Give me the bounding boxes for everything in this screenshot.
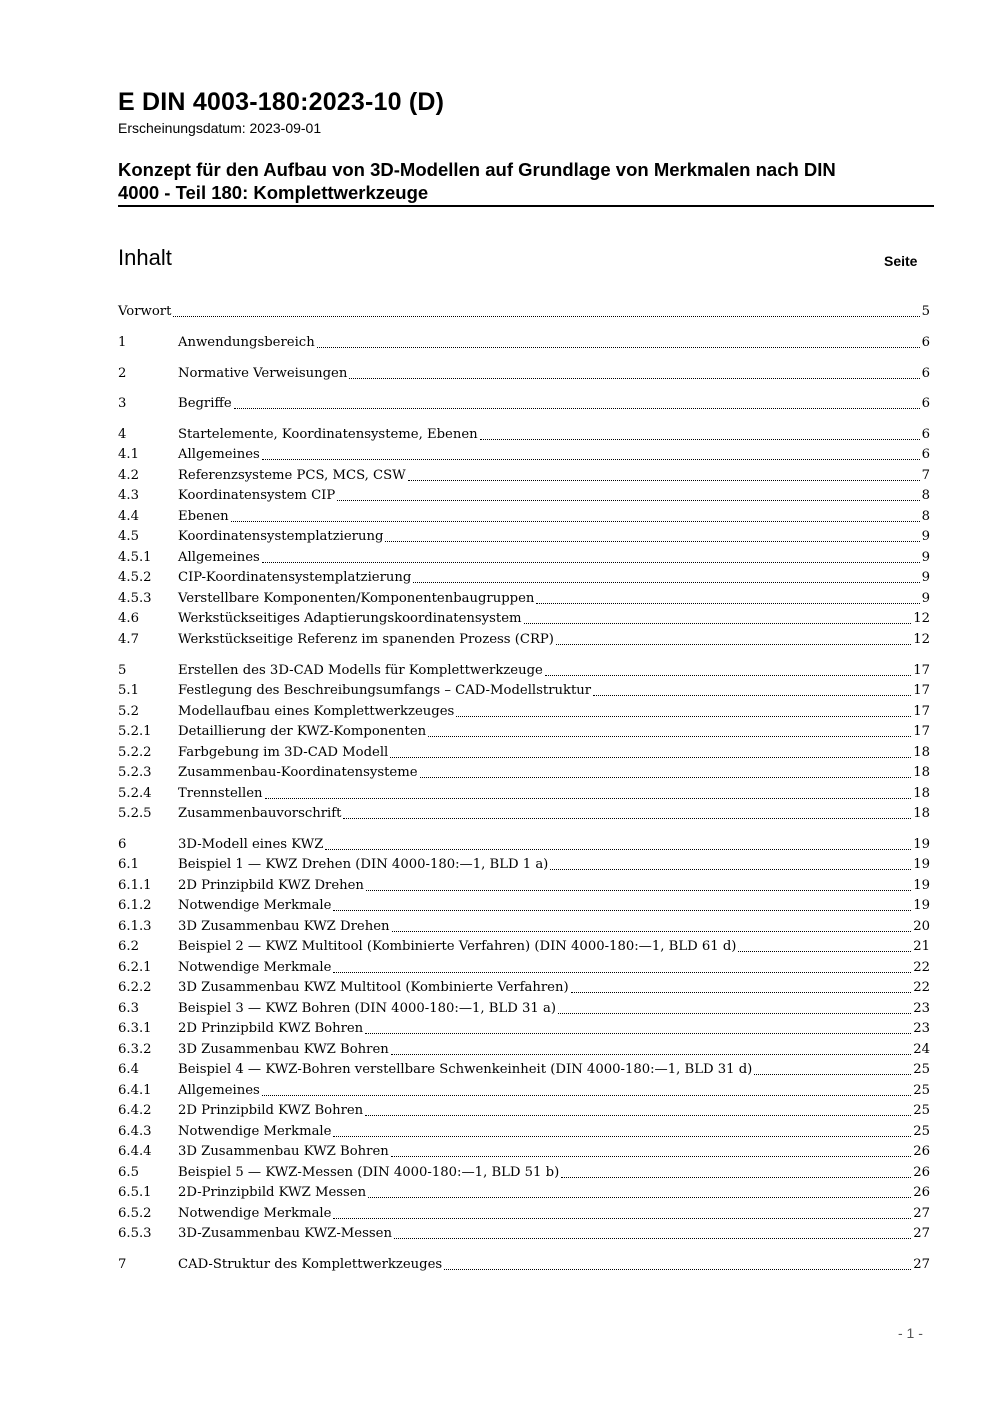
toc-entry-page: 6 — [921, 366, 930, 381]
toc-entry-title[interactable]: Festlegung des Beschreibungsumfangs – CAD-Modellstruktur — [178, 683, 592, 698]
toc-entry-title-wrap — [178, 1019, 930, 1039]
toc-dot-leader — [480, 425, 920, 440]
toc-entry-title[interactable]: 3D-Zusammenbau KWZ-Messen — [178, 1226, 392, 1241]
toc-entry-number: 6.5 — [118, 1165, 139, 1180]
toc-dot-leader — [262, 548, 920, 563]
toc-entry-number: 6.3.2 — [118, 1042, 152, 1057]
toc-entry-page: 6 — [921, 447, 930, 462]
toc-dot-leader — [428, 722, 911, 737]
toc-entry[interactable] — [118, 1183, 930, 1203]
toc-entry[interactable] — [118, 1204, 930, 1224]
toc-entry-page: 22 — [913, 960, 930, 975]
toc-entry[interactable] — [118, 1142, 930, 1162]
toc-entry-title-wrap — [178, 1204, 930, 1224]
toc-entry-number: 6.2.1 — [118, 960, 152, 975]
toc-entry-page: 19 — [913, 898, 930, 913]
toc-entry-title[interactable]: 3D Zusammenbau KWZ Multitool (Kombinierte Verfahren) — [178, 980, 569, 995]
toc-entry-title-wrap — [178, 1183, 930, 1203]
toc-entry-number: 4.3 — [118, 488, 139, 503]
toc-entry-page: 5 — [921, 304, 930, 319]
toc-entry-title-wrap — [178, 876, 930, 896]
toc-entry-title-wrap — [178, 804, 930, 824]
toc-entry[interactable] — [118, 302, 930, 322]
toc-entry-title[interactable]: Notwendige Merkmale — [178, 960, 332, 975]
toc-entry-title[interactable]: Normative Verweisungen — [178, 366, 348, 381]
toc-entry-number: 1 — [118, 335, 127, 350]
toc-entry-title[interactable]: Koordinatensystemplatzierung — [178, 529, 384, 544]
toc-entry-number: 4.5.1 — [118, 550, 152, 565]
toc-dot-leader — [444, 1255, 911, 1270]
toc-entry-title[interactable]: Notwendige Merkmale — [178, 898, 332, 913]
toc-entry-title[interactable]: Notwendige Merkmale — [178, 1206, 332, 1221]
toc-entry-number: 4.4 — [118, 509, 139, 524]
toc-entry-title-wrap — [178, 466, 930, 486]
toc-entry[interactable] — [118, 507, 930, 527]
toc-dot-leader — [368, 1183, 911, 1198]
toc-entry-title-wrap — [178, 784, 930, 804]
toc-entry[interactable] — [118, 763, 930, 783]
toc-entry-title[interactable]: Farbgebung im 3D-CAD Modell — [178, 745, 389, 760]
toc-entry-number: 6.1.1 — [118, 878, 152, 893]
toc-dot-leader — [558, 999, 911, 1014]
toc-entry-page: 17 — [913, 704, 930, 719]
toc-entry-number: 6.4.4 — [118, 1144, 152, 1159]
toc-dot-leader — [394, 1224, 911, 1239]
toc-entry-title[interactable]: Begriffe — [178, 396, 232, 411]
publication-date: Erscheinungsdatum: 2023-09-01 — [118, 120, 322, 136]
toc-entry-title-wrap — [178, 527, 930, 547]
toc-entry-title-wrap — [178, 589, 930, 609]
toc-entry-page: 26 — [913, 1185, 930, 1200]
toc-entry-title-wrap — [178, 1142, 930, 1162]
toc-entry-page: 25 — [913, 1103, 930, 1118]
toc-entry-title[interactable]: Erstellen des 3D-CAD Modells für Komplettwerkzeuge — [178, 663, 543, 678]
toc-entry[interactable] — [118, 527, 930, 547]
toc-entry[interactable] — [118, 722, 930, 742]
toc-entry-page: 17 — [913, 724, 930, 739]
toc-entry-page: 6 — [921, 335, 930, 350]
toc-entry-title[interactable]: Beispiel 1 — KWZ Drehen (DIN 4000-180:—1, BLD 1 a) — [178, 857, 549, 872]
toc-entry-title[interactable]: 3D-Modell eines KWZ — [178, 837, 324, 852]
toc-entry-title[interactable]: 3D Zusammenbau KWZ Bohren — [178, 1144, 389, 1159]
toc-dot-leader — [333, 1204, 911, 1219]
toc-dot-leader — [536, 589, 919, 604]
toc-entry-page: 25 — [913, 1083, 930, 1098]
toc-entry-title[interactable]: Notwendige Merkmale — [178, 1124, 332, 1139]
toc-entry-title-wrap — [178, 743, 930, 763]
toc-page-column-label: Seite — [884, 253, 918, 269]
toc-entry[interactable] — [118, 466, 930, 486]
toc-entry-page: 22 — [913, 980, 930, 995]
toc-entry-page: 27 — [913, 1226, 930, 1241]
toc-dot-leader — [545, 661, 911, 676]
toc-dot-leader — [413, 568, 919, 583]
toc-entry[interactable] — [118, 486, 930, 506]
toc-entry-title-wrap — [178, 1081, 930, 1101]
toc-entry-title-wrap — [178, 333, 930, 353]
toc-entry-number: 7 — [118, 1257, 127, 1272]
toc-entry-title-wrap — [178, 1163, 930, 1183]
toc-entry[interactable] — [118, 702, 930, 722]
toc-entry[interactable] — [118, 568, 930, 588]
toc-dot-leader — [391, 1142, 911, 1157]
toc-entry[interactable] — [118, 1101, 930, 1121]
toc-dot-leader — [349, 364, 919, 379]
toc-entry-title-wrap — [178, 722, 930, 742]
toc-entry-page: 7 — [921, 468, 930, 483]
toc-entry-title[interactable]: 2D-Prinzipbild KWZ Messen — [178, 1185, 367, 1200]
toc-entry-title-wrap — [178, 661, 930, 681]
toc-entry-number: 6.5.3 — [118, 1226, 152, 1241]
toc-dot-leader — [561, 1163, 911, 1178]
toc-entry-title-wrap — [178, 609, 930, 629]
toc-dot-leader — [343, 804, 911, 819]
toc-entry-number: 4.7 — [118, 632, 139, 647]
toc-entry-title[interactable]: 2D Prinzipbild KWZ Bohren — [178, 1103, 364, 1118]
toc-entry-page: 27 — [913, 1206, 930, 1221]
toc-dot-leader — [390, 743, 911, 758]
toc-entry-page: 8 — [921, 488, 930, 503]
toc-entry-title-wrap — [178, 1122, 930, 1142]
toc-entry-title[interactable]: Werkstückseitige Referenz im spanenden Prozess (CRP) — [178, 632, 554, 647]
toc-entry-number: 5 — [118, 663, 127, 678]
toc-entry-number: 6.2.2 — [118, 980, 152, 995]
toc-entry-title[interactable]: Beispiel 5 — KWZ-Messen (DIN 4000-180:—1, BLD 51 b) — [178, 1165, 560, 1180]
toc-entry-page: 18 — [913, 765, 930, 780]
toc-entry-number: 5.2 — [118, 704, 139, 719]
toc-entry[interactable] — [118, 835, 930, 855]
toc-entry-title[interactable]: Modellaufbau eines Komplettwerkzeuges — [178, 704, 455, 719]
toc-entry[interactable] — [118, 896, 930, 916]
toc-dot-leader — [385, 527, 919, 542]
toc-entry[interactable] — [118, 630, 930, 650]
toc-entry[interactable] — [118, 1255, 930, 1275]
toc-entry-title-wrap — [178, 958, 930, 978]
toc-dot-leader — [231, 507, 920, 522]
toc-entry-number: 3 — [118, 396, 127, 411]
toc-entry[interactable] — [118, 743, 930, 763]
toc-entry-number: 5.1 — [118, 683, 139, 698]
toc-entry-title-wrap — [178, 1060, 930, 1080]
toc-dot-leader — [317, 333, 920, 348]
document-title-line-1: Konzept für den Aufbau von 3D-Modellen auf Grundlage von Merkmalen nach DIN — [118, 159, 836, 180]
toc-dot-leader — [262, 445, 920, 460]
toc-entry-title-wrap — [178, 445, 930, 465]
toc-entry-title-wrap — [178, 855, 930, 875]
toc-entry-page: 6 — [921, 396, 930, 411]
toc-entry-title[interactable]: Koordinatensystem CIP — [178, 488, 336, 503]
toc-entry-number: 6.4 — [118, 1062, 139, 1077]
toc-entry-title-wrap — [178, 1224, 930, 1244]
toc-entry-title[interactable]: CIP-Koordinatensystemplatzierung — [178, 570, 412, 585]
toc-entry-number: 6.4.3 — [118, 1124, 152, 1139]
toc-dot-leader — [556, 630, 911, 645]
toc-entry-title-wrap — [118, 302, 930, 322]
toc-dot-leader — [593, 681, 911, 696]
toc-entry-number: 6.1.2 — [118, 898, 152, 913]
toc-dot-leader — [408, 466, 920, 481]
toc-entry-page: 8 — [921, 509, 930, 524]
toc-entry-number: 6.4.1 — [118, 1083, 152, 1098]
toc-entry-title-wrap — [178, 978, 930, 998]
toc-entry-title[interactable]: Startelemente, Koordinatensysteme, Ebenen — [178, 427, 478, 442]
toc-entry[interactable] — [118, 937, 930, 957]
toc-entry-title-wrap — [178, 548, 930, 568]
toc-entry-page: 18 — [913, 786, 930, 801]
toc-entry-page: 6 — [921, 427, 930, 442]
toc-entry-title[interactable]: 3D Zusammenbau KWZ Drehen — [178, 919, 390, 934]
toc-entry-number: 4.5.2 — [118, 570, 152, 585]
toc-entry-number: 6.5.1 — [118, 1185, 152, 1200]
toc-entry-page: 23 — [913, 1021, 930, 1036]
toc-entry-title[interactable]: Beispiel 4 — KWZ-Bohren verstellbare Schwenkeinheit (DIN 4000-180:—1, BLD 31 d) — [178, 1062, 753, 1077]
toc-entry-title[interactable]: Verstellbare Komponenten/Komponentenbaugruppen — [178, 591, 535, 606]
toc-entry-title-wrap — [178, 486, 930, 506]
toc-entry-page: 19 — [913, 837, 930, 852]
toc-entry-number: 4 — [118, 427, 127, 442]
toc-entry-title-wrap — [178, 394, 930, 414]
toc-dot-leader — [754, 1060, 911, 1075]
toc-entry-page: 24 — [913, 1042, 930, 1057]
toc-entry-title[interactable]: CAD-Struktur des Komplettwerkzeuges — [178, 1257, 443, 1272]
toc-dot-leader — [524, 609, 912, 624]
toc-entry-title[interactable]: Allgemeines — [178, 447, 260, 462]
toc-entry-number: 6.1.3 — [118, 919, 152, 934]
toc-entry-title[interactable]: Detaillierung der KWZ-Komponenten — [178, 724, 427, 739]
toc-entry-number: 5.2.2 — [118, 745, 152, 760]
toc-entry-title[interactable]: Zusammenbau-Koordinatensysteme — [178, 765, 418, 780]
toc-entry-number: 4.5 — [118, 529, 139, 544]
toc-entry-title[interactable]: Referenzsysteme PCS, MCS, CSW — [178, 468, 406, 483]
toc-entry-number: 5.2.3 — [118, 765, 152, 780]
toc-entry[interactable] — [118, 855, 930, 875]
toc-entry-title-wrap — [178, 763, 930, 783]
toc-entry-number: 6.2 — [118, 939, 139, 954]
toc-entry[interactable] — [118, 364, 930, 384]
toc-entry[interactable] — [118, 609, 930, 629]
toc-entry-page: 18 — [913, 806, 930, 821]
toc-dot-leader — [262, 1081, 911, 1096]
toc-entry-title-wrap — [178, 568, 930, 588]
toc-dot-leader — [571, 978, 912, 993]
toc-entry-number: 6.1 — [118, 857, 139, 872]
toc-entry-page: 12 — [913, 611, 930, 626]
toc-entry-title-wrap — [178, 1040, 930, 1060]
toc-entry-page: 25 — [913, 1124, 930, 1139]
toc-entry[interactable] — [118, 1019, 930, 1039]
toc-entry[interactable] — [118, 394, 930, 414]
toc-entry-page: 18 — [913, 745, 930, 760]
toc-entry[interactable] — [118, 978, 930, 998]
toc-entry-title[interactable]: Trennstellen — [178, 786, 263, 801]
toc-entry-page: 25 — [913, 1062, 930, 1077]
toc-entry-number: 4.1 — [118, 447, 139, 462]
toc-entry[interactable] — [118, 425, 930, 445]
toc-entry-page: 9 — [921, 550, 930, 565]
toc-entry[interactable] — [118, 876, 930, 896]
document-title — [118, 158, 918, 204]
toc-entry-page: 27 — [913, 1257, 930, 1272]
toc-dot-leader — [456, 702, 911, 717]
toc-entry-title-wrap — [178, 917, 930, 937]
toc-dot-leader — [337, 486, 919, 501]
toc-entry-number: 6 — [118, 837, 127, 852]
toc-entry[interactable] — [118, 1081, 930, 1101]
toc-entry[interactable] — [118, 784, 930, 804]
toc-entry-page: 9 — [921, 591, 930, 606]
toc-entry[interactable] — [118, 958, 930, 978]
toc-entry[interactable] — [118, 681, 930, 701]
toc-entry-page: 12 — [913, 632, 930, 647]
toc-entry[interactable] — [118, 999, 930, 1019]
toc-entry-title-wrap — [178, 999, 930, 1019]
toc-entry-page: 21 — [913, 939, 930, 954]
page-number-footer: - 1 - — [898, 1325, 923, 1341]
toc-entry-number: 5.2.1 — [118, 724, 152, 739]
toc-dot-leader — [333, 896, 911, 911]
toc-entry-title[interactable]: Allgemeines — [178, 550, 260, 565]
toc-dot-leader — [333, 958, 911, 973]
toc-entry[interactable] — [118, 548, 930, 568]
toc-dot-leader — [265, 784, 912, 799]
toc-entry-title[interactable]: Beispiel 2 — KWZ Multitool (Kombinierte Verfahren) (DIN 4000-180:—1, BLD 61 d) — [178, 939, 737, 954]
toc-entry[interactable] — [118, 1224, 930, 1244]
toc-entry[interactable] — [118, 1040, 930, 1060]
toc-entry[interactable] — [118, 1122, 930, 1142]
toc-entry[interactable] — [118, 445, 930, 465]
toc-entry[interactable] — [118, 1163, 930, 1183]
toc-entry-title[interactable]: Anwendungsbereich — [178, 335, 315, 350]
toc-entry-title-wrap — [178, 937, 930, 957]
toc-entry-title[interactable]: 3D Zusammenbau KWZ Bohren — [178, 1042, 389, 1057]
toc-entry-title-wrap — [178, 507, 930, 527]
toc-entry-title[interactable]: Vorwort — [118, 304, 172, 319]
toc-entry[interactable] — [118, 804, 930, 824]
toc-dot-leader — [550, 855, 911, 870]
toc-entry[interactable] — [118, 333, 930, 353]
toc-entry-page: 19 — [913, 857, 930, 872]
toc-entry-number: 5.2.5 — [118, 806, 152, 821]
toc-entry-page: 17 — [913, 663, 930, 678]
toc-entry-title-wrap — [178, 835, 930, 855]
toc-entry-title-wrap — [178, 364, 930, 384]
document-id: E DIN 4003-180:2023-10 (D) — [118, 88, 445, 116]
toc-entry[interactable] — [118, 661, 930, 681]
toc-dot-leader — [366, 876, 911, 891]
toc-entry-page: 19 — [913, 878, 930, 893]
toc-entry-page: 23 — [913, 1001, 930, 1016]
toc-entry[interactable] — [118, 589, 930, 609]
toc-entry-page: 9 — [921, 529, 930, 544]
toc-entry-title[interactable]: 2D Prinzipbild KWZ Bohren — [178, 1021, 364, 1036]
title-divider — [118, 205, 934, 207]
toc-entry-title-wrap — [178, 425, 930, 445]
toc-entry-title-wrap — [178, 896, 930, 916]
toc-entry-title[interactable]: Ebenen — [178, 509, 229, 524]
toc-entry-title-wrap — [178, 1255, 930, 1275]
toc-entry-number: 6.5.2 — [118, 1206, 152, 1221]
toc-entry-title[interactable]: Werkstückseitiges Adaptierungskoordinatensystem — [178, 611, 522, 626]
toc-entry-page: 17 — [913, 683, 930, 698]
toc-entry-page: 9 — [921, 570, 930, 585]
toc-entry[interactable] — [118, 917, 930, 937]
document-title-line-2: 4000 - Teil 180: Komplettwerkzeuge — [118, 182, 429, 203]
toc-heading: Inhalt — [118, 245, 172, 270]
toc-entry-title-wrap — [178, 1101, 930, 1121]
toc-entry-title-wrap — [178, 681, 930, 701]
toc-entry-title[interactable]: Beispiel 3 — KWZ Bohren (DIN 4000-180:—1, BLD 31 a) — [178, 1001, 556, 1016]
toc-dot-leader — [392, 917, 912, 932]
toc-entry-number: 4.6 — [118, 611, 139, 626]
toc-dot-leader — [365, 1019, 911, 1034]
toc-entry-number: 6.3.1 — [118, 1021, 152, 1036]
toc-entry-number: 2 — [118, 366, 127, 381]
toc-entry-number: 6.4.2 — [118, 1103, 152, 1118]
toc-entry[interactable] — [118, 1060, 930, 1080]
toc-entry-number: 4.5.3 — [118, 591, 152, 606]
toc-entry-page: 20 — [913, 919, 930, 934]
toc-entry-title[interactable]: Allgemeines — [178, 1083, 260, 1098]
toc-entry-page: 26 — [913, 1144, 930, 1159]
toc-entry-number: 5.2.4 — [118, 786, 152, 801]
toc-dot-leader — [325, 835, 911, 850]
toc-entry-title[interactable]: 2D Prinzipbild KWZ Drehen — [178, 878, 364, 893]
toc-entry-number: 4.2 — [118, 468, 139, 483]
toc-dot-leader — [173, 302, 919, 317]
toc-entry-title[interactable]: Zusammenbauvorschrift — [178, 806, 342, 821]
toc-dot-leader — [234, 394, 920, 409]
toc-entry-page: 26 — [913, 1165, 930, 1180]
toc-dot-leader — [365, 1101, 911, 1116]
toc-entry-title-wrap — [178, 630, 930, 650]
toc-dot-leader — [420, 763, 912, 778]
toc-dot-leader — [391, 1040, 911, 1055]
toc-dot-leader — [333, 1122, 911, 1137]
toc-entry-number: 6.3 — [118, 1001, 139, 1016]
toc-entry-title-wrap — [178, 702, 930, 722]
toc-dot-leader — [738, 937, 911, 952]
